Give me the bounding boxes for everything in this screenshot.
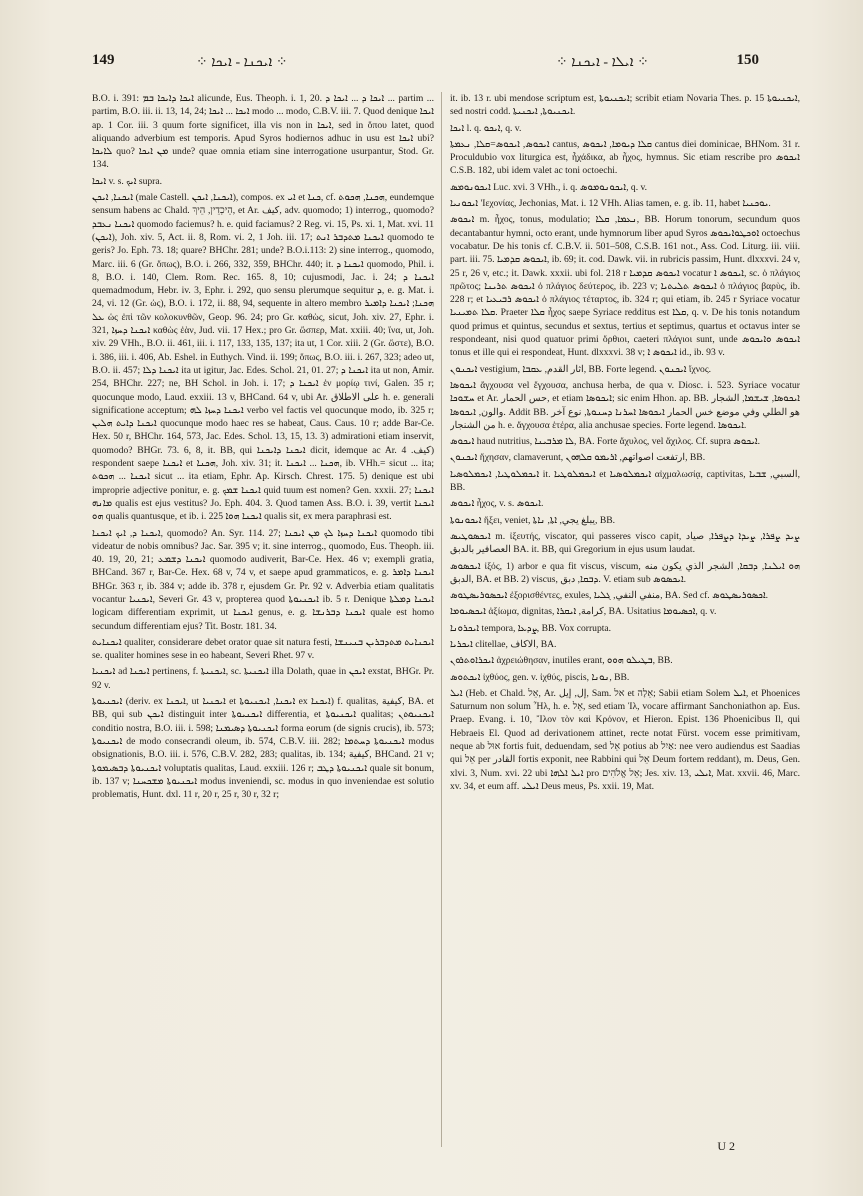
- left-column: [92, 92, 434, 1154]
- right-column: [450, 92, 800, 1154]
- dictionary-entry: ܐܝܟܢܘܢ ἤχησαν, clamaverunt, ارتفعت اصواتهم, ܐܪܝܡܘ ܩܠܗܘܢ, BB.: [450, 452, 706, 464]
- right-running-head: ⁘ ܐܝܠܐ - ܐܝܟܢܐ ⁘: [556, 55, 649, 70]
- dictionary-entry: ܐܝܟܢܐܝܬ qualiter, considerare debet orator quae sit natura festi, ܐܝܟܢܐܝܬ ܡܬܕܒܪܝܢ ܒܢܝܢܫܐ se. qualiter homines sese in eo habeant, Severi Rhet. 97 v.: [92, 636, 434, 662]
- dictionary-entry: ܐܝܟܘܢܘܬܐ ἥξει, veniet, يبلغ يجي, ܐܬܐ, ܢܐܬܐ, BB.: [450, 514, 616, 526]
- dictionary-entry: ܐܝܟܢܝܘܬܐ (deriv. ex ܐܝܟܢܐ, ut ܐܝܟܢܝܐ et ܐܝܟܢܐ, ܐܝܟܢܝܘܬܐ ex ܐܝܟܢܐ) f. qualitas, كيفية, BA. et BB, qui sub ܐܝܟܢ distinguit inter ܐܝܟܢܝܘܬܐ differentia, et ܐܝܟܢܝܘܬܐ qualitas; ܐܝܟܢܝܘܬܢ conditio nostra, B.O. iii. i. 598; ܐܝܟܢܝܘܬܐ ܕܣܝܡܢܐ forma eorum (de signis crucis), ib. 573; ܐܝܟܢܝܘܬܐ de modo consecrandi oleum, ib. 574, C.B.V. iii. 282; ܐܝܟܢܝܘܬܐ ܕܚܬܡܐ modus obsignationis, B.O. iii. i. 576, C.B.V. 282, 283; qualitas, ib. 134; كيفية, BHCand. 21 v; ܐܝܟܢܝܘܬܐ ܕܒܣܝܡܘܬܐ voluptatis qualitas, Laud. exxiii. 126 r; ܐܝܟܢܝܘܬܐ ܕܛܒ quale sit bonum, ib. 137 v; ܐܝܟܢܝܘܬܐ ܡܫܟܚܢܐ modus inveniendi, sc. modus in quo inveniendae est solutio problematis, Hunt. dxl. 11 r, 20 r, 25 r, 30 r, 32 r;: [92, 696, 434, 801]
- dictionary-entry: ܐܝܟܪܝܐ clitellae, الاكاف, BA.: [450, 638, 557, 650]
- dictionary-entry: B.O. i. 391: ܐܝܟܐ ܕܐܝܟܐ ܒܡ alicunde, Eus. Theoph. i. 1, 20. ܐܝܟܐ ܕ ... ܐܝܟܐ ܕ ... partim ... partim, B.O. iii. ii. 13, 14, 24; ܐܝܟܐ ... ܐܝܟܐ modo ... modo, C.B.V. iii. 7. Quod denique ܐܝܟܐ ap. 1 Cor. iii. 3 quum forte significet, illa vis non in ܐܝܟܐ, sed in ὅπου latet, quod aliquando adverbium est temporis. Apud Syros hodiernos adhuc in usu est ܐܝܟܐ ubi? ܠܐܝܟܐ quo? ܡܢ ܐܝܟܐ unde? quae omnia etiam sine interrogatione usurpantur, Stod. Gr. 134.: [92, 93, 434, 171]
- dictionary-entry: ܐܝܟܢܘܢ vestigium, اثار القدم, ܥܩܒܐ, BB. Forte legend. ܐܝܟܢܘܢ ἴχνος.: [450, 363, 712, 375]
- dictionary-entry: ܐܝܟܘܣ haud nutritius, ܠܐ ܡܪܒܝܢܐ, BA. Forte ἄχυλος, vel ἄχιλος. Cf. supra ܐܝܟܘܣ.: [450, 436, 761, 448]
- dictionary-entry: ܐܝܟܣܘܛܝܣ m. ἰξευτής, viscator, qui passeres visco capit, ܨܝܕ ܨܦܪܐ, ܨܝܕܐ ܕܨܦܪܐ, صياد العصافير بالدبق BA. it. BB, qui Gregorium in ejus usum laudat.: [450, 530, 800, 556]
- dictionary-entry: ܐܝܟܪܐܘܬܪܘܢ ἀχρειώθησαν, inutiles erant, ܒܛܝܠܘ ܗܘܘ, BB.: [450, 655, 673, 667]
- dictionary-entry: ܐܝܟܪܘܢܐ tempora, ܨܕܥܐ, BB. Vox corrupta.: [450, 622, 612, 634]
- dictionary-entry: ܐܝܟܢܐ ܕ, ܐܝܟ ܐܝܟܢܐ, quomodo? An. Syr. 114. 27; ܐܝܟܢܐ ܕܚܙܐ ܠܟ ܡܢ ܐܝܟܢܐ quomodo tibi videatur de nobis omnibus? Jac. Sar. 395 v; it. sine interrog., quomodo, Eus. Theoph. iii. 40. 19, 20, 21; ܐܝܟܢܐ ܕܫܡܥ quomodo audiverit, Bar-Ce. Hex. 46 v; exempli gratia, BHCand. 367 r, Bar-Ce. Hex. 68 v, 74 v, et saepe apud grammaticos, e. g. ܐܝܟܢܐ ܕܐܡܪ BHGr. 363 r, ib. 384 v; adde ib. 378 r, ejusdem Gr. Pr. 92 v. Adverbia etiam qualitatis vocantur ܐܝܟܢܝܐ, Severi Gr. 43 v, propterea quod ܐܝܟܢܝܘܬܐ ib. 5 r. Denique ܐܝܟܢܐ ܕܡܠܬܐ logicam differentiam exprimit, ut ܐܝܟܢܐ genus, e. g. ܐܝܟܢܐ ܕܒܪܢܫܐ quale est homo secundum differentiam ejus? Tit. Bostr. 181. 34.: [92, 527, 434, 632]
- column-divider: [441, 92, 442, 1147]
- dictionary-entry: ܐܝܟܣܘܪܝܣܛܘܣ ἐξορισθέντες, exules, منفي النفي, ܓܠܝܐ, BA. Sed cf. ܐܟܣܘܪܝܣܛܘܣ.: [450, 590, 769, 602]
- dictionary-entry: ܐܝܟܘܣܐ ἄγχουσα vel ἔγχουσα, anchusa herba, de qua v. Diosc. i. 523. Syriace vocatur ܚܫܘܟܐ et Ar. حس الحمار, et etiam ܐܝܟܘܣܐ; sic enim Hhon. ap. BB. ܐܝܟܘܣܐ, ܫܝܫܡܐ, الشجار والون, ܐܝܟܘܣܐ. Addit BB. هو الطلي وفي موضع خس الحمار ܐܝܟܘܣܐ ܐܚܪܢܐ ܕܚܢܘܬܐ, نوع آخر من الشنجار h. e. ἄγχουσα ἑτέρα, alia anchusae species. Forte legend. ܐܝܟܘܣܐ.: [450, 379, 800, 431]
- signature-mark: U 2: [717, 1139, 735, 1153]
- dictionary-entry: ܐܝܟܡܠܘܛܝܐ, ܐܝܟܡܠܘܣܝܐ it. ܐܝܟܡܠܘܛܝܐ et ܐܝܟܡܠܘܣܝܐ αἰχμαλωσίᾳ, captivitas, السبي, ܫܒܝܐ, BB.: [450, 468, 800, 494]
- dictionary-entry: it. ib. 13 r. ubi mendose scriptum est, ܐܝܟܢܝܘܬܐ; scribit etiam Novaria Thes. p. 15 ܐܝܟܢܝܘܬܐ, sed nostri codd. ܐܝܟܢܝܘܬܐ, ܐܝܟܢܝܬܐ.: [450, 93, 800, 118]
- dictionary-entry: ܐܝܟܐ l. q. ܐܝܟܘ, q. v.: [450, 122, 522, 134]
- dictionary-entry: ܐܝܟܘܣ, ܐܝܟܘܣ=ܩܠܐ, ܢܥܡܬܐ cantus, ܩܠܐ ܕܝܘܡܐ, ܐܝܟܘܣ cantus diei dominicae, BHNom. 31 r. Proculdubio vox liturgica est, ἦχάδικα, ab ἦχος, hymnus. Sic etiam rescribe pro ܐܝܟܘܣ C.S.B. 182, ubi idem valet ac toni octoechi.: [450, 138, 800, 177]
- dictionary-entry: ܐܝܟܣܝܘܡܐ ἀξίωμα, dignitas, كرامة, ܐܝܩܪܐ, BA. Usitatius ܐܟܣܝܘܡܐ, q. v.: [450, 606, 717, 618]
- dictionary-entry: ܐܝܟܘܣ ἦχος, v. s. ܐܝܟܘܣ.: [450, 498, 544, 510]
- dictionary-entry: ܐܝܠ (Heb. et Chald. אֵל, Ar. إل, إيل, Sam. אל et אֵלָה; Sabii etiam Solem ܐܝܠ, et Phoenices Saturnum non solum Ἦλ, h. e. אֵל, sed etiam Ἰλ, vocare affirmant Sanchoniathon ap. Eus. Praep. Evang. i. 10, Ἴλον τὸν καὶ Κρόνον, et Hieron. Epist. 136 Phoenicibus Il, qui Hebraeis El. Quod ad derivationem attinet, recte notat Fürst. vocem esse primitivam, neque ab אוּל fortis fuit, deduendam, sed אֵל potius ab אַיִל: nee vero audiendus est Saadias qui אֵל per القادر fortis exponit, nee Rabbini qui אֵל Deum fortem reddant), m. Deus, Gen. xlvi. 3, Num. xvi. 22 ubi ܐܝܠ ܐܠܗܐ pro אֵל אֱלֹהִים; Jes. xiv. 13, ܐܝܠܝ, Mat. xxvii. 46, Marc. xv. 34, et eum aff. ܐܝܠܝ Deus meus, Ps. xxii. 19, Mat.: [450, 687, 800, 792]
- dictionary-entry: ܐܝܟܢܝܐ ad ܐܝܟܢܐ pertinens, f. ܐܝܟܢܝܬܐ, sc. ܐܝܟܢܝܬܐ illa Dolath, quae in ܐܝܟܢ exstat, BHGr. Pr. 92 v.: [92, 666, 434, 691]
- dictionary-entry: ܐܝܟܢܐ, ܐܝܟܢ (male Castell. ܐܝܟܢܐ, ܐܝܟܢ), compos. ex ܐܝ et ܟܢܐ, cf. ܗܟܢܐ, ܗܟܘܬ, eundemque sensum habens ac Chald. הֵיכְדֵין, הֵיךְ, et Ar. كيف, adv. quomodo; 1) interrog., quomodo? ܐܝܟܢܐ ܢܥܒܕ quomodo faciemus? h. e. quid faciamus? 2 Reg. vi. 15, Ps. xi. 1, Mat. xvi. 11 (ܐܝܟܢ), Joh. xiv. 5, Act. ii. 8, Rom. vi. 2, 1 Joh. iii. 17; ܐܝܟܢܐ ܡܬܕܒܪ ܐܢܬ quomodo te geris? Jo. Eph. 73. 18; quare? BHChr. 281; unde? B.O.i.113: 2) sine interrog., quomodo, Marc. iii. 6 (Gr. ὅπως), B.O. i. 266, 332, 359, BHChr. 440; it. ܐܝܟܢܐ ܕ quomodo, Phil. i. 8, B.O. i. 140, Clem. Rom. Rec. 165. 8, 10; cujusmodi, Jac. i. 24; ܐܝܟܢܐ ܕ quemadmodum, Hebr. iv. 3, Ephr. i. 292, quo sensu plerumque sequitur ܕ, e. g. Mat. i. 24, vi. 12 (Gr. ὡς), B.O. i. 172, ii. 88, 94, sequente in altero membro ܗܟܢܐ; ܐܝܟܢܐ ܕܐܡܝܪ ܥܠ ὡς ἐπὶ τῶν κολοκυνθῶν, Geop. 96. 24; pro Gr. καθὼς, sicut, Joh. xiv. 27, Ephr. i. 321, ܐܝܟܢܐ ܕܚܙܐ καθὼς ἐὰν, Jud. vii. 17 Hex.; pro Gr. ὥσπερ, Mat. xxiii. 40; ἵνα, ut, Joh. xiv. 29 VHh., B.O. ii. 461, iii. i. 117, 133, 135, 137; ita ut, 1 Cor. xiii. 2 (Gr. ὥστε), B.O. i. 386, iii. i. 406, Ab. Eshel. in Euthych. Vind. ii. 199; ὅπως, B.O. iii. i. 267, 323; adeo ut, B.O. ii. 457; ܐܝܟܢܐ ܕܠܐ ita ut igitur, Jac. Edes. Schol. 21, 01. 27; ܐܝܟܢܐ ܕ ita ut non, Amir. 254, BHChr. 227; ne, BH Schol. in Joh. i. 17; ܐܝܟܢܐ ܕ ἐν μορίῳ τινί, Galen. 35 r; quocunque modo, Laud. exxiii. 13 v, BHCand. 64 v, ubi Ar. على الاطلاق h. e. generali significatione acceptum; ܐܝܟܢܐ ܕܚܙܐ ܠܗ verbo vel factis vel quocunque modo, ib. 325 r; ܐܝܟܢܐ ܕܐܝܬ ܗܠܝܢ quocunque modo haec res se habeat, Caus. Caus. 10 r; adde Bar-Ce. Hex. 50 r, BHChr. 164, 573, Jac. Edes. Schol. 13, 15, 13. 3) admirationi etiam inservit, quomodo? BHGr. 73. 6, 8, it. BB, qui ܐܝܟܢܐ ܕܐܝܟܢܐ dicit, idemque ac Ar. كيف. 4) respondent saepe ܐܝܟܢܐ et ܗܟܢܐ, Joh. xiv. 31; it. ܗܟܢܐ ... ܐܝܟܢܐ, ib. VHh.= sicut ... ita; ܐܝܟܢܐ ... ܗܟܘܬ sicut ... ita etiam, Ephr. Ap. Kirsch. Chrest. 175. 5) denique est ubi improprie adjective ponitur, e. g. ܐܝܟܢܐ ܫܡܟ quid tuum est nomen? Gen. xxxii. 27; ܐܝܟܢܐ ܡܐܢܗ qualis est ejus vestitus? Jo. Eph. 404. 3. Quod tamen Ass. B.O. i. 39, vertit ܐܝܟܢܐ ܗܘ qualis quantusque, et ib. i. 225 ܐܝܟܢܐ ܗܘܐ qualis sit, ex mera paraphrasi est.: [92, 192, 434, 523]
- dictionary-entry: ܐܝܟܐ v. s. ܐܝܟ supra.: [92, 175, 163, 187]
- dictionary-entry: ܐܝܟܣܘܣ ἰξός, 1) arbor e qua fit viscus, viscum, ܗܘ ܐܝܠܢܐ, ܕܒܩܐ, الشجر الذي يكون منه الدبق, BA. et BB. 2) viscus, ܕܒܩܐ, دبق. V. etiam sub ܐܝܟܣܘܣ.: [450, 560, 800, 585]
- dictionary-entry: ܐܝܟܘܣ m. ἦχος, tonus, modulatio; ܢܥܡܐ, ܩܠܐ, BB. Horum tonorum, secundum quos decantabantur hymni, octo erant, unde hymnorum liber apud Syros ܐܘܟܛܘܐܝܟܘܣ octoechus vocabatur. De his tonis cf. C.B.V. ii. 501–508, C.S.B. 161 not., Ass. Cod. Liturg. iii. viii. part. iii. 75. ܐܝܟܘܣ ܩܕܡܝܐ, ib. 69; it. cod. Dawk. vii. in rubricis passim, Hunt. dlxxxvi. 24 v, 25 r, 26 v, etc.; it. Dawk. xxxii. ubi fol. 218 r ܐܝܟܘܣ ܩܕܡܝܐ vocatur ܐܝܟܘܣ ܐ, sc. ὁ πλάγιος πρῶτος; ܐܝܟܘܣ ܬܪܝܢܐ ὁ πλάγιος δεύτερος, ib. 223 v; ܐܝܟܘܣ ܬܠܝܬܝܐ ὁ πλάγιος βαρὺς, ib. 228 r; et ܐܝܟܘܣ ܪܒܝܥܝܐ ὁ πλάγιος τέταρτος, ib. 324 r; qui etiam, ib. 245 r Syriace vocatur ܩܠܐ ܬܡܝܢܝܐ. Praeter ܩܠܐ ἦχος saepe Syriace redditus est ܩܠܐ, q. v. De his tonis notandum quod primus et quintus, secundus et sextus, tertius et septimus, quartus et octavus inter se respondeant, nisi quod quatuor primi ὄρθιοι, caeteri πλάγιοι sunt, unde ܐܝܟܘܣ ܘܐܝܟܘܣ tonus et ille qui ei respondeat, Hunt. dlxxxvi. 38 v; ܐܝܟܘܣ ܐ id., ib. 93 v.: [450, 214, 800, 359]
- right-page-number: 150: [736, 52, 759, 68]
- left-running-head: ⁘ ܐܝܟܢܐ - ܐܝܟܐ ⁘: [196, 55, 288, 70]
- dictionary-entry: ܐܝܟܘܢܘܡܣ Luc. xvi. 3 VHh., i. q. ܐܝܟܘܢܘܡܘܣ, q. v.: [450, 181, 648, 193]
- dictionary-entry: ܐܝܟܘܢܝܐ 'Ιεχονίας, Jechonias, Mat. i. 12 VHh. Alias tamen, e. g. ib. 11, habet ܝܘܟܢܝܐ.: [450, 198, 771, 210]
- dictionary-entry: ܐܝܟܬܘܣ ἰχθύος, gen. v. ἰχθύς, piscis, ܢܘܢܐ, BB.: [450, 671, 630, 683]
- left-page-number: 149: [92, 52, 115, 68]
